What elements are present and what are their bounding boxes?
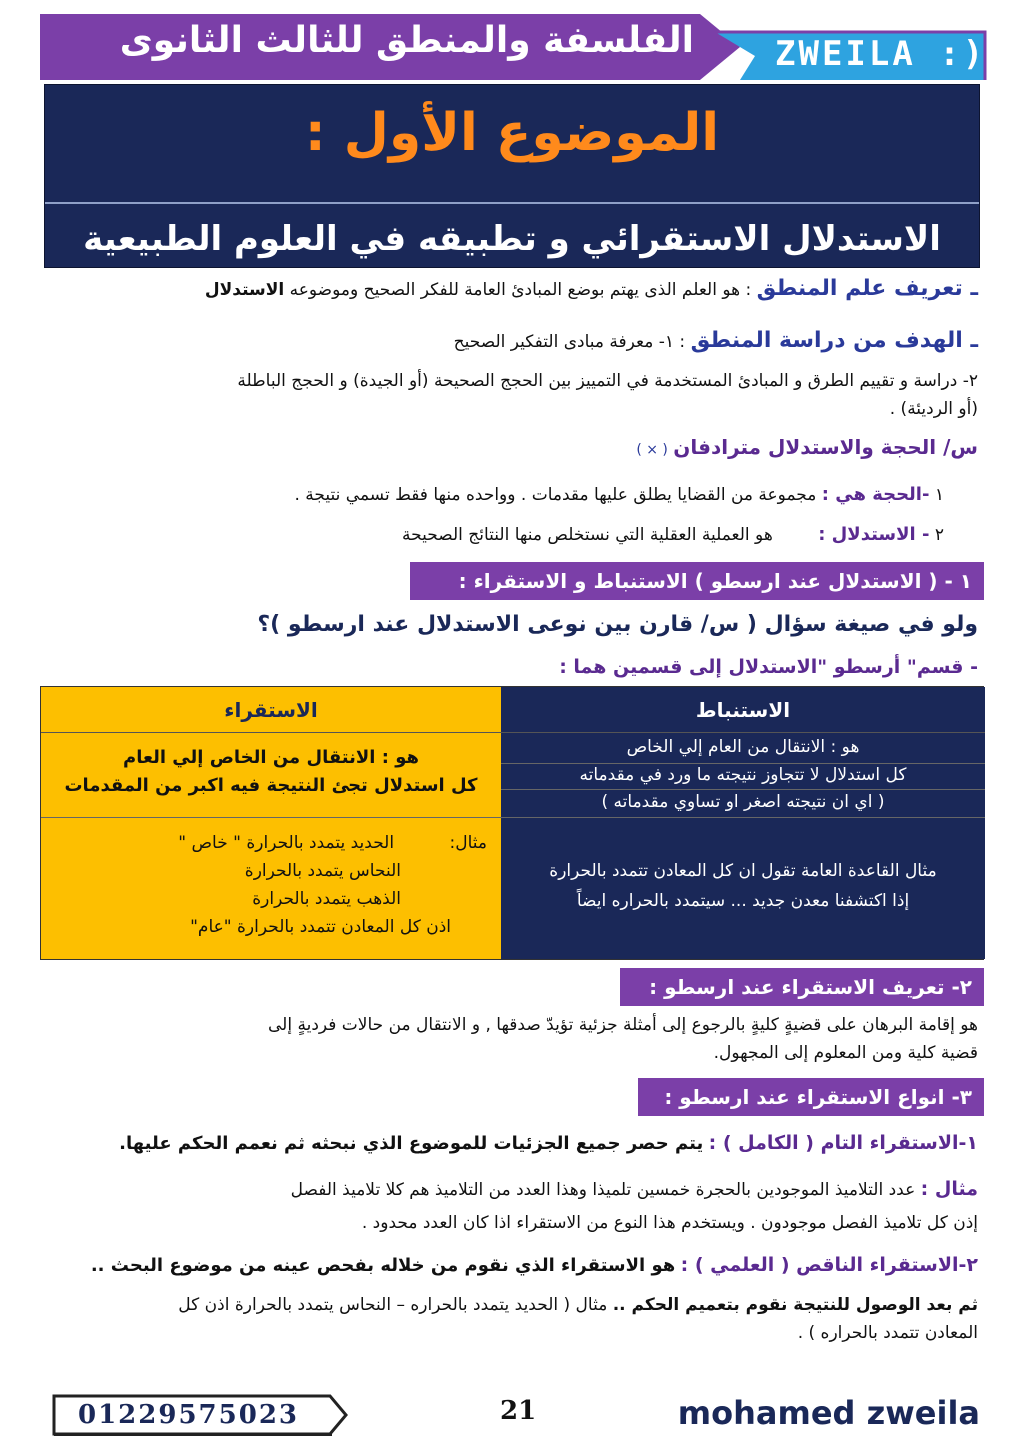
induction-example-row1 <box>41 833 501 853</box>
section1-division: - قسم" أرسطو "الاستدلال إلى قسمين هما : <box>559 656 978 678</box>
goal-point1: : ١- معرفة مبادى التفكير الصحيح <box>453 332 686 352</box>
inference-label: - الاستدلال : <box>818 524 930 545</box>
definition-text: : هو العلم الذى يهتم بوضع المبادئ العامة للفكر الصحيح وموضوعه <box>289 280 752 300</box>
argument-label: -الحجة هي : <box>821 484 930 505</box>
argument-text: مجموعة من القضايا يطلق عليها مقدمات . وواحده منها فقط تسمي نتيجة . <box>294 485 817 505</box>
incomplete-text3: المعادن تتمدد بالحراره ) . <box>797 1323 978 1343</box>
deduction-column <box>501 687 985 959</box>
deduction-header: الاستنباط <box>501 687 985 733</box>
argument-definition <box>40 482 944 508</box>
section2-bar: ٢- تعريف الاستقراء عند ارسطو : <box>620 968 984 1006</box>
example-text2: إذن كل تلاميذ الفصل موجودون . ويستخدم هذا النوع من الاستقراء اذا كان العدد محدود . <box>361 1213 978 1233</box>
question1-text: س/ الحجة والاستدلال مترادفان <box>673 435 978 459</box>
example-text1: عدد التلاميذ الموجودين بالحجرة خمسين تلميذا وهذا العدد من التلاميذ هم كلا تلاميذ الفصل <box>290 1180 916 1200</box>
section1-question: ولو في صيغة سؤال ( س/ قارن بين نوعى الاستدلال عند ارسطو )؟ <box>257 612 978 637</box>
deduction-def3: ( اي ان نتيجته اصغر او تساوي مقدماته ) <box>601 792 885 812</box>
inference-num: ٢ <box>934 525 944 545</box>
complete-induction <box>40 1130 978 1157</box>
induction-example-label: مثال: <box>449 833 487 853</box>
complete-text: يتم حصر جميع الجزئيات للموضوع الذي نبحثه ثم نعمم الحكم عليها. <box>119 1133 704 1154</box>
logic-definition <box>40 276 978 303</box>
example-label: مثال : <box>920 1178 978 1200</box>
question-argument-synonym <box>40 434 978 463</box>
deduction-def1: هو : الانتقال من العام إلي الخاص <box>626 737 860 757</box>
induction-sep1 <box>41 817 501 818</box>
topic-title: الموضوع الأول : <box>304 103 720 163</box>
deduction-sep2 <box>501 789 985 790</box>
goal-label: ـ الهدف من دراسة المنطق <box>690 328 978 353</box>
author-name: mohamed zweila <box>677 1394 980 1432</box>
incomplete-text2-bold: ثم بعد الوصول للنتيجة نقوم بتعميم الحكم .. <box>612 1295 978 1315</box>
topic-subtitle: الاستدلال الاستقرائي و تطبيقه في العلوم الطبيعية <box>83 219 941 259</box>
question1-answer: ( × ) <box>636 442 668 458</box>
page-footer <box>0 1392 1024 1442</box>
comparison-table <box>40 686 984 960</box>
induction-example4: اذن كل المعادن تتمدد بالحرارة "عام" <box>190 917 451 937</box>
incomplete-label: ٢-الاستقراء الناقص ( العلمي ) : <box>680 1254 978 1276</box>
header-banner <box>0 14 1024 80</box>
induction-example3: الذهب يتمدد بالحرارة <box>252 889 401 909</box>
section3-bar: ٣- انواع الاستقراء عند ارسطو : <box>638 1078 984 1116</box>
section1-bar: ١ - ( الاستدلال عند ارسطو ) الاستنباط و الاستقراء : <box>410 562 984 600</box>
goal-point2: ٢- دراسة و تقييم الطرق و المبادئ المستخدمة في التمييز بين الحجج الصحيحة (أو الجيدة) و الحجج الباطلة <box>237 371 978 391</box>
incomplete-text: هو الاستقراء الذي نقوم من خلاله بفحص عينه من موضوع البحث .. <box>90 1255 676 1276</box>
page-number: 21 <box>500 1396 537 1426</box>
definition-bold: الاستدلال <box>204 280 285 300</box>
logic-goal <box>40 328 978 355</box>
inference-text: هو العملية العقلية التي نستخلص منها النتائج الصحيحة <box>402 525 773 545</box>
complete-label: ١-الاستقراء التام ( الكامل ) : <box>708 1132 978 1154</box>
inference-definition <box>40 522 944 548</box>
title-divider <box>45 202 979 204</box>
induction-def1: هو : الانتقال من الخاص إلي العام <box>123 747 419 768</box>
deduction-def2: كل استدلال لا تتجاوز نتيجته ما ورد في مقدماته <box>579 765 907 785</box>
incomplete-text2: مثال ( الحديد يتمدد بالحراره – النحاس يتمدد بالحرارة اذن كل <box>178 1295 608 1315</box>
induction-example1: الحديد يتمدد بالحرارة " خاص " <box>178 833 395 853</box>
section2-text1: هو إقامة البرهان على قضيةٍ كليةٍ بالرجوع إلى أمثلة جزئية تؤيدّ صدقها , و الانتقال من حالات فرديةٍ إلى <box>268 1015 978 1035</box>
incomplete-line2 <box>40 1292 978 1318</box>
phone-number: 01229575023 <box>78 1400 299 1430</box>
course-title: الفلسفة والمنطق للثالث الثانوى <box>119 20 694 61</box>
induction-column <box>41 687 501 959</box>
deduction-sep3 <box>501 817 985 818</box>
deduction-sep1 <box>501 763 985 764</box>
deduction-example1: مثال القاعدة العامة تقول ان كل المعادن تتمدد بالحرارة <box>549 861 937 881</box>
argument-num: ١ <box>934 485 944 505</box>
induction-example2: النحاس يتمدد بالحرارة <box>244 861 401 881</box>
goal-point2-cont: (أو الرديئة) . <box>889 399 978 419</box>
induction-def2: كل استدلال تجئ النتيجة فيه اكبر من المقدمات <box>64 775 478 796</box>
induction-header: الاستقراء <box>41 687 501 733</box>
brand-logo: ZWEILA :) <box>775 34 987 74</box>
topic-title-box <box>44 84 980 268</box>
deduction-example2: إذا اكتشفنا معدن جديد ... سيتمدد بالحراره ايضاً <box>576 891 910 911</box>
definition-label: ـ تعريف علم المنطق <box>756 276 978 301</box>
section2-text2: قضية كلية ومن المعلوم إلى المجهول. <box>713 1043 978 1063</box>
incomplete-induction <box>40 1252 978 1279</box>
complete-example <box>40 1176 978 1203</box>
